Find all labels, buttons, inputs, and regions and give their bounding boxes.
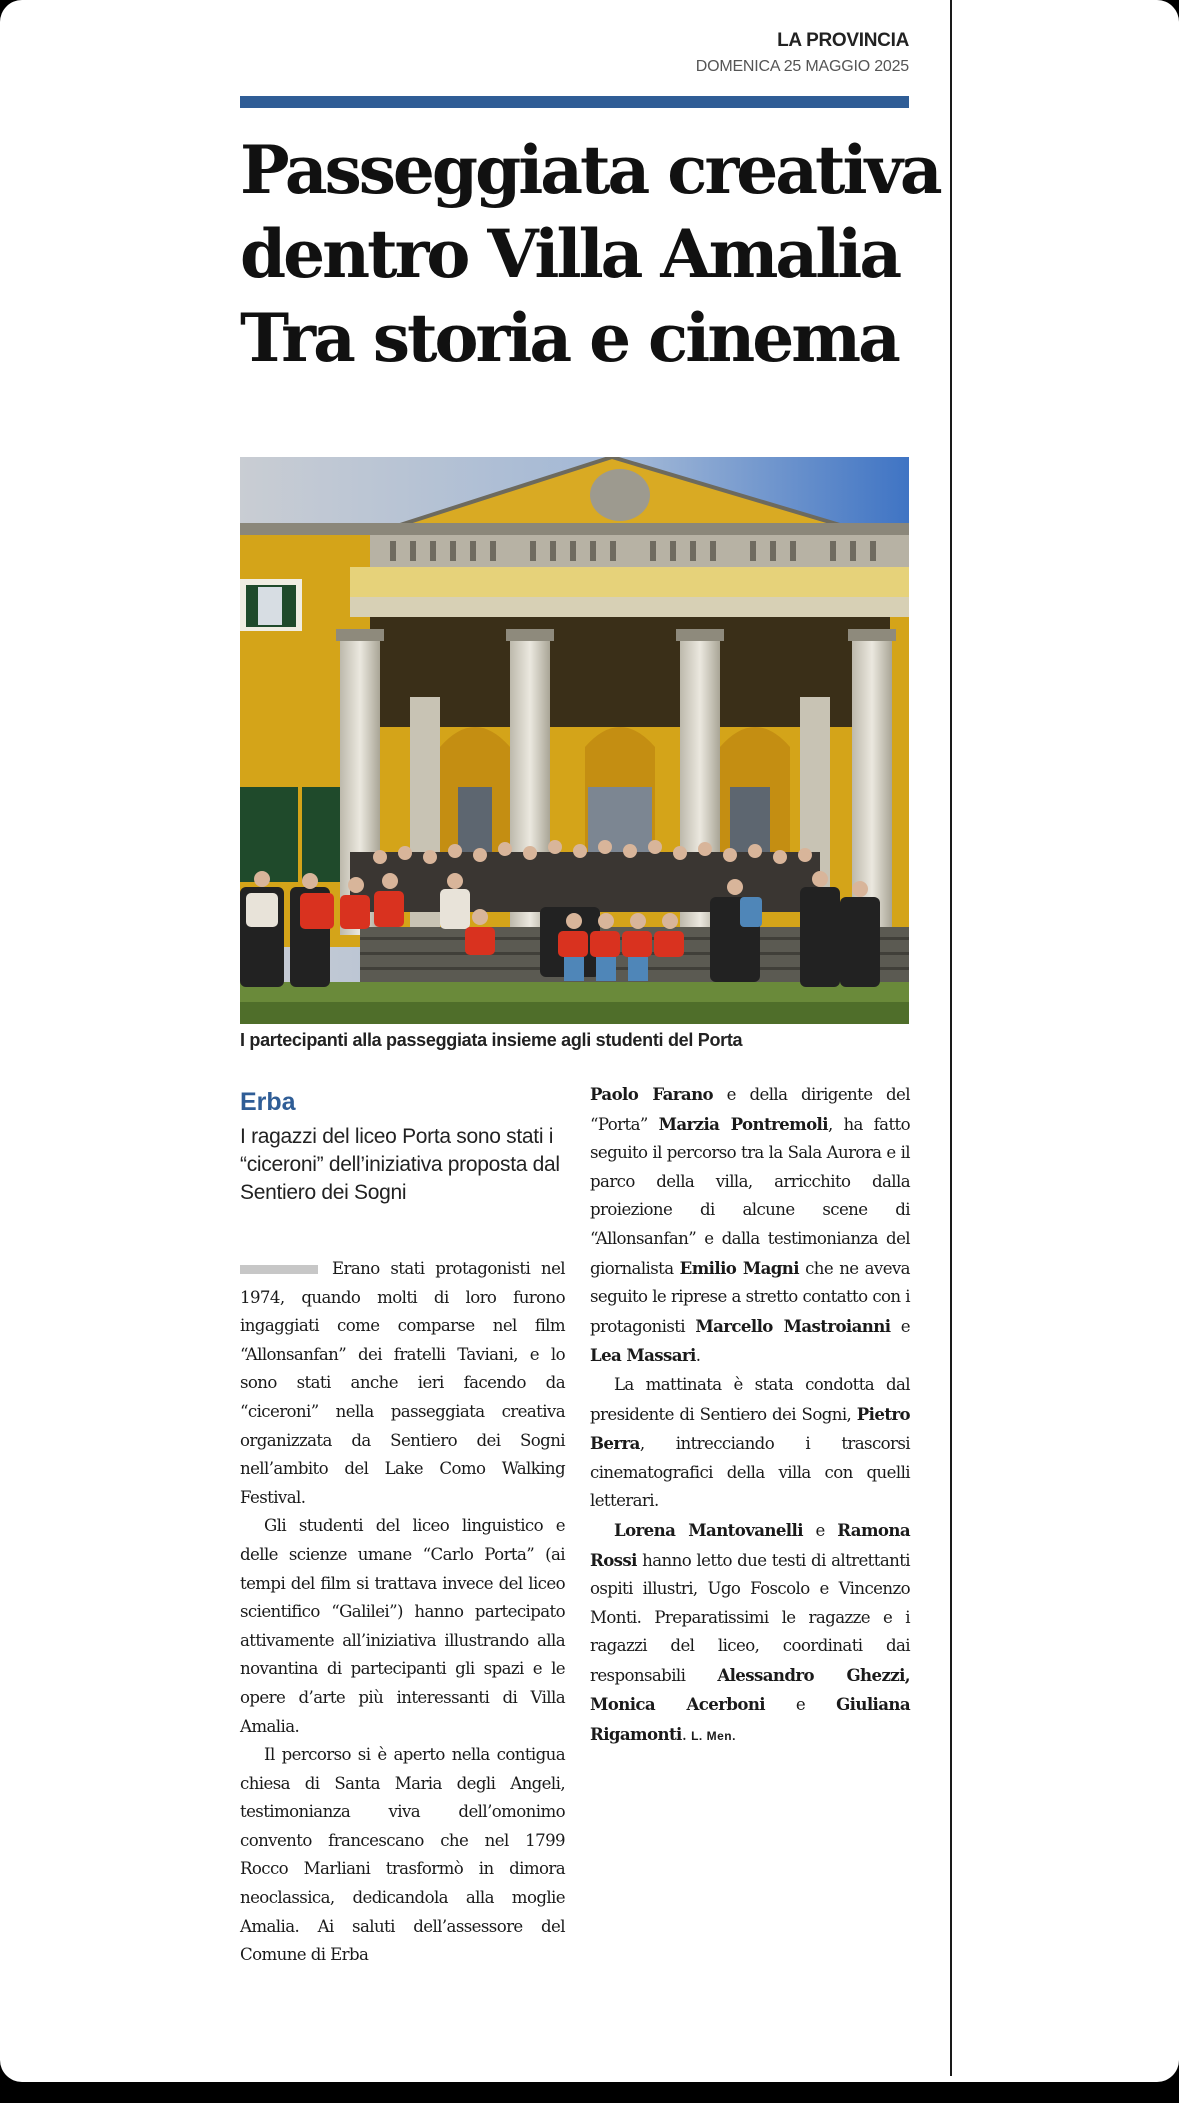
paragraph-3-cont: Paolo Farano e della dirigente del “Porta” Marzia Pontremoli, ha fatto seguito il percorso tra la Sala Aurora e il parco della villa, arricchito dalla proiezione di alcune scene di “Allonsanfan” e dalla testimonianza del giornalista Emilio Magni che ne aveva seguito le riprese a stretto contatto con i protagonisti Marcello Mastroianni e Lea Massari.: [590, 1084, 910, 1366]
article-body-2: [590, 1080, 910, 1751]
header-rule: [240, 96, 909, 108]
villa-photo: [240, 457, 909, 1024]
paragraph-5: Lorena Mantovanelli e Ramona Rossi hanno letto due testi di altrettanti ospiti illustri, Ugo Foscolo e Vincenzo Monti. Preparatissimi le ragazze e i ragazzi del liceo, coordinati dai responsabili Alessandro Ghezzi, Monica Acerboni e Giuliana Rigamonti. L. Men.: [590, 1519, 910, 1745]
headline-line-2: dentro Villa Amalia: [240, 215, 900, 293]
headline-line-1: Passeggiata creativa: [240, 131, 940, 209]
issue-date: DOMENICA 25 MAGGIO 2025: [695, 58, 909, 75]
article-body-1: [240, 1255, 565, 1970]
person-name: Paolo Farano: [590, 1084, 713, 1104]
paragraph-2: Gli studenti del liceo linguistico e delle scienze umane “Carlo Porta” (ai tempi del film si trattava invece del liceo scientifico “Galilei”) hanno partecipato attivamente all’iniziativa illustrando alla novantina di partecipanti gli spazi e le opere d’arte più interessanti di Villa Amalia.: [240, 1516, 565, 1736]
person-name: Alessandro Ghezzi, Monica Acerboni: [590, 1664, 910, 1715]
person-name: Ramona Rossi: [590, 1519, 910, 1570]
article-column-1: [240, 1088, 565, 1970]
paragraph-3: Il percorso si è aperto nella contigua chiesa di Santa Maria degli Angeli, testimonianza viva dell’omonimo convento francescano che nel 1799 Rocco Marliani trasformò in dimora neoclassica, dedicandola alla moglie Amalia. Ai saluti dell’assessore del Comune di Erba: [240, 1745, 565, 1965]
paragraph-1: Erano stati protagonisti nel 1974, quando molti di loro furono ingaggiati come comparse nel film “Allonsanfan” dei fratelli Taviani, e lo sono stati anche ieri facendo da “ciceroni” nella passeggiata creativa organizzata da Sentiero dei Sogni nell’ambito del Lake Como Walking Festival.: [240, 1259, 565, 1507]
person-name: Giuliana Rigamonti: [590, 1694, 910, 1745]
newspaper-name: LA PROVINCIA: [777, 30, 909, 51]
article-summary: I ragazzi del liceo Porta sono stati i “ciceroni” dell’iniziativa proposta dal Sentiero dei Sogni: [240, 1125, 560, 1204]
author-signature: L. Men.: [691, 1729, 736, 1744]
headline-line-3: Tra storia e cinema: [240, 299, 898, 377]
person-name: Lorena Mantovanelli: [614, 1519, 803, 1540]
person-name: Marzia Pontremoli: [658, 1113, 828, 1134]
person-name: Emilio Magni: [679, 1257, 799, 1278]
location-kicker: Erba: [240, 1088, 296, 1116]
article-column-2: [590, 1080, 910, 1751]
column-rule: [950, 0, 952, 2076]
masthead: [696, 30, 909, 76]
lead-bar: [240, 1265, 318, 1274]
paragraph-4: La mattinata è stata condotta dal presidente di Sentiero dei Sogni, Pietro Berra, intrecciando i trascorsi cinematografici della villa con quelli letterari.: [590, 1374, 910, 1511]
person-name: Pietro Berra: [590, 1403, 910, 1454]
person-name: Lea Massari: [590, 1345, 696, 1366]
person-name: Marcello Mastroianni: [695, 1315, 891, 1336]
headline: [240, 128, 940, 380]
photo-caption: I partecipanti alla passeggiata insieme agli studenti del Porta: [240, 1030, 743, 1050]
